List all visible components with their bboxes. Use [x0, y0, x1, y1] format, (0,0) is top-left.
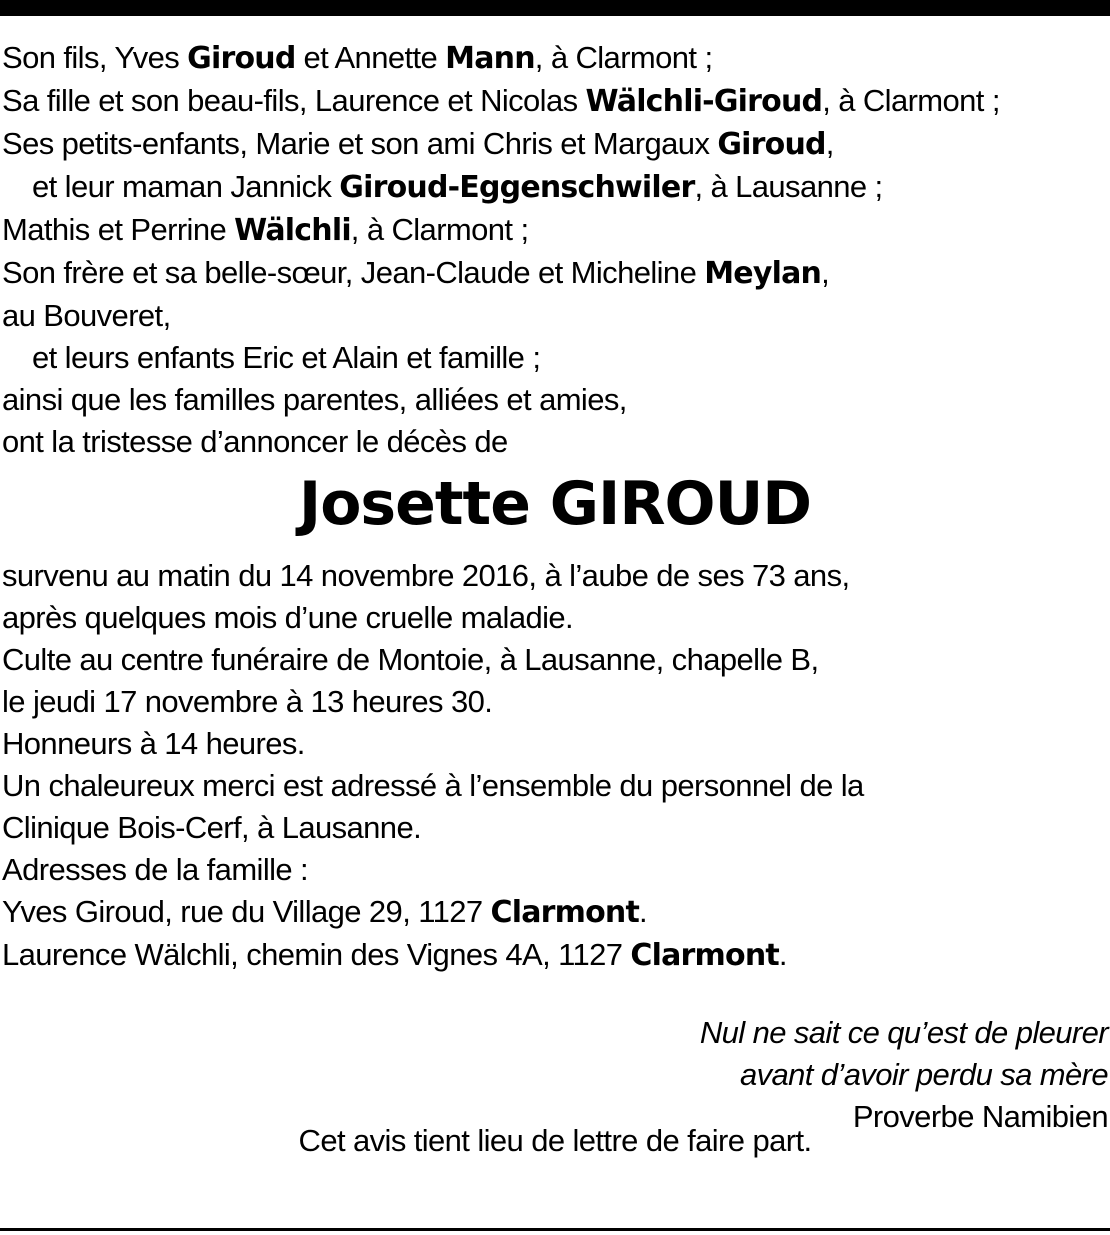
text-segment: Laurence Wälchli, chemin des Vignes 4A, 1127	[2, 937, 631, 972]
bold-name: Giroud	[187, 41, 296, 76]
text-segment: ainsi que les familles parentes, alliées et amies,	[2, 382, 627, 417]
footer-note: Cet avis tient lieu de lettre de faire part.	[298, 1123, 812, 1158]
text-segment: , à Clarmont ;	[822, 83, 1000, 118]
bottom-divider	[0, 1228, 1110, 1231]
family-line	[2, 379, 1000, 421]
bold-name: Clarmont	[630, 938, 779, 973]
text-segment: Yves Giroud, rue du Village 29, 1127	[2, 894, 491, 929]
text-segment: survenu au matin du 14 novembre 2016, à l’aube de ses 73 ans,	[2, 558, 850, 593]
text-segment: et Annette	[295, 40, 446, 75]
text-segment: Son fils, Yves	[2, 40, 188, 75]
family-line	[2, 209, 1000, 252]
bold-name: Giroud-Eggenschwiler	[339, 170, 695, 205]
detail-line	[2, 765, 864, 807]
bold-name: Giroud	[717, 127, 826, 162]
quote-attribution: Proverbe Namibien	[852, 1099, 1108, 1134]
text-segment: ont la tristesse d’annoncer le décès de	[2, 424, 508, 459]
top-divider	[0, 0, 1110, 16]
detail-line	[2, 891, 864, 934]
text-segment: Honneurs à 14 heures.	[2, 726, 305, 761]
text-segment: Adresses de la famille :	[2, 852, 309, 887]
bold-name: Clarmont	[490, 895, 640, 930]
text-segment: .	[778, 937, 787, 972]
detail-line	[2, 723, 864, 765]
text-segment: Sa fille et son beau-fils, Laurence et Nicolas	[2, 83, 586, 118]
quote-line-2: avant d’avoir perdu sa mère	[739, 1057, 1108, 1092]
family-line	[2, 295, 1000, 337]
text-segment: Un chaleureux merci est adressé à l’ensemble du personnel de la	[2, 768, 864, 803]
bold-name: Wälchli	[234, 213, 351, 248]
text-segment: Culte au centre funéraire de Montoie, à Lausanne, chapelle B,	[2, 642, 819, 677]
text-segment: .	[639, 894, 648, 929]
detail-line	[2, 639, 864, 681]
text-segment: , à Lausanne ;	[694, 169, 883, 204]
family-line	[2, 252, 1000, 295]
text-segment: Clinique Bois-Cerf, à Lausanne.	[2, 810, 422, 845]
family-announcement	[2, 37, 1000, 463]
text-segment: et leurs enfants Eric et Alain et famille ;	[32, 340, 541, 375]
text-segment: au Bouveret,	[2, 298, 171, 333]
family-line	[2, 80, 1000, 123]
detail-line	[2, 597, 864, 639]
family-line	[2, 37, 1000, 80]
text-segment: et leur maman Jannick	[32, 169, 340, 204]
detail-line	[2, 555, 864, 597]
detail-line	[2, 849, 864, 891]
bold-name: Meylan	[704, 256, 822, 291]
text-segment: le jeudi 17 novembre à 13 heures 30.	[2, 684, 493, 719]
detail-line	[2, 681, 864, 723]
text-segment: ,	[821, 255, 830, 290]
family-line	[2, 123, 1000, 166]
text-segment: ,	[825, 126, 834, 161]
text-segment: Ses petits-enfants, Marie et son ami Chris et Margaux	[2, 126, 718, 161]
family-line	[2, 421, 1000, 463]
detail-line	[2, 934, 864, 977]
text-segment: , à Clarmont ;	[534, 40, 713, 75]
text-segment: Son frère et sa belle-sœur, Jean-Claude et Micheline	[2, 255, 705, 290]
quote-line-1: Nul ne sait ce qu’est de pleurer	[699, 1015, 1108, 1050]
text-segment: Mathis et Perrine	[2, 212, 235, 247]
bold-name: Mann	[445, 41, 535, 76]
service-details	[2, 555, 864, 977]
text-segment: , à Clarmont ;	[350, 212, 529, 247]
family-line	[2, 166, 1000, 209]
detail-line	[2, 807, 864, 849]
bold-name: Wälchli-Giroud	[585, 84, 823, 119]
text-segment: après quelques mois d’une cruelle maladie.	[2, 600, 574, 635]
family-line	[2, 337, 1000, 379]
deceased-name: Josette GIROUD	[298, 469, 812, 539]
